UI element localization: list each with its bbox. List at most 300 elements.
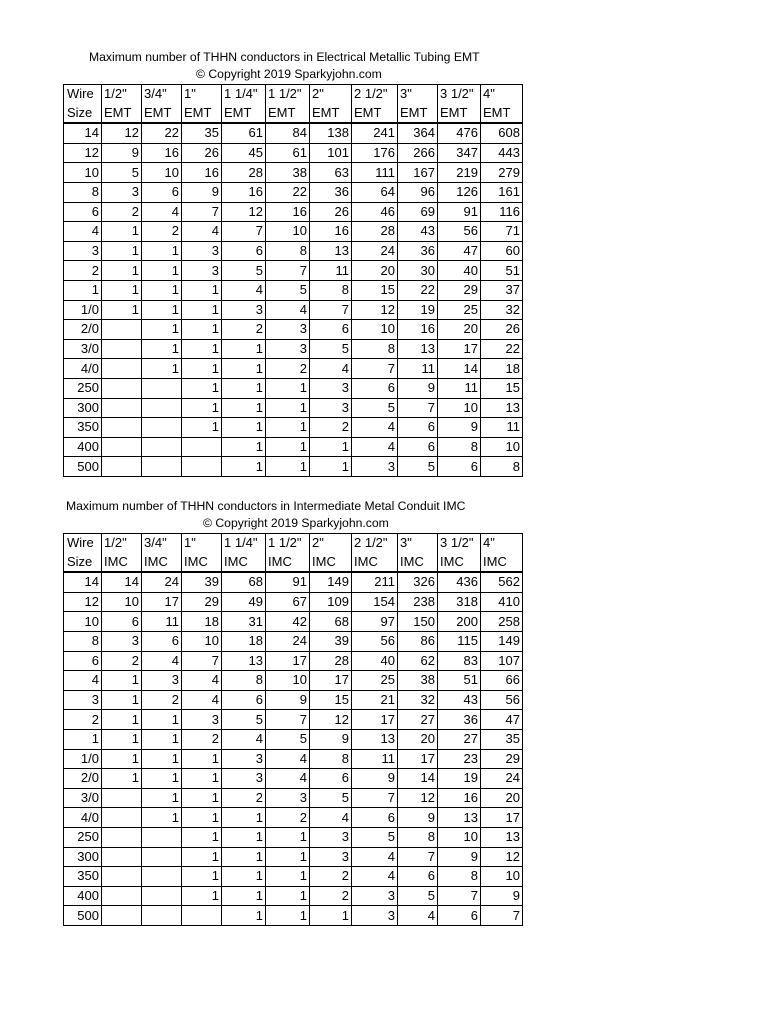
conduit-type-header-cell: EMT [102,104,142,124]
conductor-count-cell: 1 [222,867,266,887]
table-row [64,671,523,691]
imc-header-row-type [64,553,523,573]
conductor-count-cell: 115 [438,631,481,651]
conductor-count-cell: 8 [481,457,523,477]
imc-table-title: Maximum number of THHN conductors in Intermediate Metal Conduit IMC [66,499,466,513]
conductor-count-cell: 13 [398,339,438,359]
conductor-count-cell: 2 [222,320,266,340]
conductor-count-cell: 51 [438,671,481,691]
conductor-count-cell: 22 [266,182,310,202]
conductor-count-cell: 3 [182,261,222,281]
conductor-count-cell: 2 [266,359,310,379]
wire-size-cell: 4 [64,222,102,242]
conductor-count-cell: 111 [352,163,398,183]
conductor-count-cell: 13 [481,827,523,847]
wire-size-cell: 2/0 [64,320,102,340]
conductor-count-cell: 21 [352,690,398,710]
conductor-count-cell: 10 [438,398,481,418]
table-row [64,398,523,418]
conductor-count-cell: 47 [438,241,481,261]
conductor-count-cell: 19 [438,769,481,789]
conductor-count-cell: 6 [310,769,352,789]
conductor-count-cell: 9 [266,690,310,710]
conductor-count-cell: 8 [438,437,481,457]
conduit-type-header-cell: IMC [182,553,222,573]
conductor-count-cell: 1 [182,769,222,789]
size-header-cell: Size [64,553,102,573]
conductor-count-cell: 68 [310,612,352,632]
conductor-count-cell: 7 [352,788,398,808]
conductor-count-cell: 211 [352,572,398,592]
conductor-count-cell: 10 [438,827,481,847]
conductor-count-cell: 47 [481,710,523,730]
wire-size-cell: 3 [64,241,102,261]
conductor-count-cell: 17 [266,651,310,671]
conductor-count-cell: 1 [266,437,310,457]
conductor-count-cell: 16 [398,320,438,340]
conductor-count-cell: 39 [182,572,222,592]
conductor-count-cell: 11 [398,359,438,379]
conductor-count-cell: 3 [266,788,310,808]
wire-size-cell: 1 [64,280,102,300]
conductor-count-cell: 22 [398,280,438,300]
conductor-count-cell: 10 [266,671,310,691]
conductor-count-cell [102,437,142,457]
conduit-size-header-cell: 1 1/2" [266,534,310,553]
conduit-size-header-cell: 4" [481,534,523,553]
conduit-size-header-cell: 2 1/2" [352,85,398,104]
conductor-count-cell: 1 [310,437,352,457]
conductor-count-cell: 1 [142,261,182,281]
conductor-count-cell: 109 [310,592,352,612]
conductor-count-cell: 3 [266,339,310,359]
conductor-count-cell: 9 [398,378,438,398]
conduit-type-header-cell: IMC [352,553,398,573]
conductor-count-cell [102,320,142,340]
table-row [64,359,523,379]
conductor-count-cell [142,906,182,926]
conductor-count-cell: 18 [222,631,266,651]
conductor-count-cell: 36 [398,241,438,261]
conductor-count-cell: 476 [438,123,481,143]
conductor-count-cell: 8 [310,749,352,769]
conductor-count-cell [102,808,142,828]
table-row [64,867,523,887]
conductor-count-cell: 1 [182,808,222,828]
conductor-count-cell: 9 [438,847,481,867]
table-row [64,690,523,710]
conductor-count-cell: 11 [481,418,523,438]
conductor-count-cell [142,886,182,906]
table-row [64,572,523,592]
conductor-count-cell: 7 [352,359,398,379]
conductor-count-cell: 4 [352,418,398,438]
conductor-count-cell: 32 [398,690,438,710]
imc-header-row-size [64,534,523,553]
conductor-count-cell: 66 [481,671,523,691]
conductor-count-cell: 13 [352,729,398,749]
conductor-count-cell: 1 [182,788,222,808]
table-row [64,280,523,300]
conductor-count-cell: 4 [266,300,310,320]
conductor-count-cell: 7 [266,710,310,730]
conduit-type-header-cell: IMC [438,553,481,573]
conductor-count-cell: 15 [310,690,352,710]
conductor-count-cell: 67 [266,592,310,612]
conductor-count-cell: 6 [352,378,398,398]
conductor-count-cell: 1 [182,418,222,438]
conductor-count-cell: 17 [438,339,481,359]
conductor-count-cell: 1 [182,398,222,418]
conductor-count-cell: 15 [352,280,398,300]
conductor-count-cell: 25 [352,671,398,691]
conductor-count-cell: 25 [438,300,481,320]
conductor-count-cell: 1 [222,457,266,477]
conductor-count-cell: 1 [182,749,222,769]
conductor-count-cell: 4 [398,906,438,926]
conductor-count-cell: 2 [102,202,142,222]
table-row [64,163,523,183]
emt-table-section [63,48,523,477]
table-row [64,241,523,261]
conductor-count-cell: 4 [142,202,182,222]
conductor-count-cell: 84 [266,123,310,143]
conductor-count-cell: 12 [102,123,142,143]
conductor-count-cell: 1 [182,378,222,398]
conductor-count-cell [102,457,142,477]
conductor-count-cell: 3 [266,320,310,340]
emt-copyright-line: © Copyright 2019 Sparkyjohn.com [196,67,382,81]
table-row [64,710,523,730]
conductor-count-cell: 126 [438,182,481,202]
conduit-type-header-cell: EMT [142,104,182,124]
conductor-count-cell: 9 [481,886,523,906]
conductor-count-cell: 45 [222,143,266,163]
conductor-count-cell: 2 [310,867,352,887]
conductor-count-cell: 3 [182,241,222,261]
conductor-count-cell: 1 [222,847,266,867]
conductor-count-cell: 5 [102,163,142,183]
conductor-count-cell: 2 [142,690,182,710]
conductor-count-cell: 9 [398,808,438,828]
conductor-count-cell: 1 [102,671,142,691]
conductor-count-cell: 1 [222,359,266,379]
conductor-count-cell: 43 [438,690,481,710]
conduit-size-header-cell: 1" [182,534,222,553]
conductor-count-cell: 16 [310,222,352,242]
conduit-type-header-cell: EMT [310,104,352,124]
conduit-size-header-cell: 3 1/2" [438,534,481,553]
conductor-count-cell: 7 [222,222,266,242]
conductor-count-cell: 42 [266,612,310,632]
conductor-count-cell: 3 [102,631,142,651]
conductor-count-cell: 1 [142,710,182,730]
table-row [64,457,523,477]
conduit-size-header-cell: 1 1/4" [222,534,266,553]
conductor-count-cell: 149 [310,572,352,592]
conductor-count-cell: 8 [352,339,398,359]
conductor-count-cell [102,339,142,359]
emt-header-row-size [64,85,523,104]
conduit-size-header-cell: 2" [310,534,352,553]
conductor-count-cell: 1 [222,398,266,418]
table-row [64,143,523,163]
conductor-count-cell: 1 [142,339,182,359]
conductor-count-cell: 13 [222,651,266,671]
conductor-count-cell: 7 [182,651,222,671]
conductor-count-cell: 1 [142,300,182,320]
conductor-count-cell: 83 [438,651,481,671]
imc-table-section [63,497,523,926]
conductor-count-cell: 1 [222,906,266,926]
conductor-count-cell: 1 [142,729,182,749]
conduit-size-header-cell: 4" [481,85,523,104]
wire-size-cell: 300 [64,398,102,418]
conductor-count-cell: 56 [481,690,523,710]
conductor-count-cell: 26 [310,202,352,222]
conductor-count-cell: 8 [222,671,266,691]
conductor-count-cell: 28 [222,163,266,183]
conductor-count-cell: 6 [142,182,182,202]
wire-size-cell: 8 [64,182,102,202]
conductor-count-cell: 18 [182,612,222,632]
conductor-count-cell: 12 [352,300,398,320]
conductor-count-cell: 13 [310,241,352,261]
conductor-count-cell: 62 [398,651,438,671]
conductor-count-cell: 279 [481,163,523,183]
conductor-count-cell: 11 [352,749,398,769]
conduit-size-header-cell: 2" [310,85,352,104]
conductor-count-cell: 5 [398,457,438,477]
conductor-count-cell: 13 [438,808,481,828]
conduit-size-header-cell: 3" [398,85,438,104]
wire-size-cell: 14 [64,572,102,592]
conductor-count-cell [102,378,142,398]
conductor-count-cell: 56 [438,222,481,242]
conductor-count-cell: 3 [222,749,266,769]
conductor-count-cell: 10 [481,867,523,887]
wire-size-cell: 1 [64,729,102,749]
conductor-count-cell: 200 [438,612,481,632]
conductor-count-cell: 35 [481,729,523,749]
wire-size-cell: 3/0 [64,788,102,808]
conductor-count-cell: 10 [352,320,398,340]
conductor-count-cell: 12 [222,202,266,222]
conductor-count-cell: 10 [142,163,182,183]
conductor-count-cell [142,867,182,887]
table-row [64,300,523,320]
conductor-count-cell: 51 [481,261,523,281]
conductor-count-cell: 1 [102,280,142,300]
conductor-count-cell: 1 [266,457,310,477]
conductor-count-cell: 35 [182,123,222,143]
conductor-count-cell: 1 [102,300,142,320]
conductor-count-cell: 2 [102,651,142,671]
conductor-count-cell: 1 [142,769,182,789]
wire-size-cell: 3/0 [64,339,102,359]
conductor-count-cell [102,788,142,808]
table-row [64,182,523,202]
conductor-count-cell: 4 [222,729,266,749]
conductor-count-cell: 29 [438,280,481,300]
conductor-count-cell: 562 [481,572,523,592]
conductor-count-cell: 3 [182,710,222,730]
conductor-count-cell: 20 [481,788,523,808]
size-header-cell: Size [64,104,102,124]
conductor-count-cell: 60 [481,241,523,261]
conductor-count-cell: 11 [310,261,352,281]
conductor-count-cell: 17 [398,749,438,769]
conductor-count-cell: 1 [182,867,222,887]
conductor-count-cell: 1 [142,749,182,769]
table-row [64,631,523,651]
conductor-count-cell: 91 [266,572,310,592]
conduit-type-header-cell: EMT [352,104,398,124]
conductor-count-cell: 71 [481,222,523,242]
conductor-count-cell: 24 [481,769,523,789]
conductor-count-cell: 29 [182,592,222,612]
conduit-type-header-cell: EMT [182,104,222,124]
table-row [64,261,523,281]
conductor-count-cell: 347 [438,143,481,163]
conductor-count-cell: 64 [352,182,398,202]
conduit-type-header-cell: EMT [438,104,481,124]
conductor-count-cell: 9 [102,143,142,163]
conductor-count-cell: 238 [398,592,438,612]
conductor-count-cell: 6 [222,241,266,261]
conductor-count-cell: 13 [481,398,523,418]
conductor-count-cell: 1 [222,418,266,438]
conductor-count-cell: 11 [438,378,481,398]
conductor-count-cell [142,847,182,867]
conductor-count-cell: 5 [310,788,352,808]
conductor-count-cell: 1 [102,749,142,769]
conductor-count-cell: 38 [266,163,310,183]
conductor-count-cell: 1 [182,359,222,379]
conduit-type-header-cell: IMC [310,553,352,573]
wire-size-cell: 4 [64,671,102,691]
conduit-size-header-cell: 1" [182,85,222,104]
table-row [64,729,523,749]
conduit-type-header-cell: EMT [266,104,310,124]
conductor-count-cell: 7 [398,847,438,867]
conductor-count-cell: 12 [310,710,352,730]
table-row [64,222,523,242]
conductor-count-cell: 7 [438,886,481,906]
conductor-count-cell: 1 [310,457,352,477]
wire-size-cell: 350 [64,867,102,887]
conductor-count-cell: 4 [266,769,310,789]
conductor-count-cell: 1 [310,906,352,926]
conductor-count-cell: 1 [182,886,222,906]
conductor-count-cell: 28 [310,651,352,671]
conductor-count-cell: 5 [222,261,266,281]
conductor-count-cell: 1 [102,710,142,730]
conduit-size-header-cell: 1 1/4" [222,85,266,104]
conductor-count-cell: 4 [352,867,398,887]
conduit-size-header-cell: 1 1/2" [266,85,310,104]
conductor-count-cell: 6 [398,418,438,438]
conductor-count-cell: 4 [310,359,352,379]
conductor-count-cell: 9 [438,418,481,438]
conductor-count-cell [102,418,142,438]
wire-size-cell: 6 [64,651,102,671]
conductor-count-cell: 26 [182,143,222,163]
conductor-count-cell: 6 [310,320,352,340]
conductor-count-cell: 1 [182,280,222,300]
wire-size-cell: 400 [64,437,102,457]
conductor-count-cell: 16 [266,202,310,222]
conductor-count-cell: 18 [481,359,523,379]
conductor-count-cell: 7 [310,300,352,320]
table-row [64,202,523,222]
conductor-count-cell: 38 [398,671,438,691]
conductor-count-cell: 3 [142,671,182,691]
emt-table-title: Maximum number of THHN conductors in Electrical Metallic Tubing EMT [89,50,480,64]
conduit-size-header-cell: 1/2" [102,534,142,553]
conductor-count-cell: 364 [398,123,438,143]
conductor-count-cell: 241 [352,123,398,143]
conductor-count-cell: 49 [222,592,266,612]
conductor-count-cell: 2 [310,418,352,438]
conductor-count-cell: 1 [266,378,310,398]
conductor-count-cell: 6 [398,437,438,457]
conduit-type-header-cell: EMT [481,104,523,124]
conductor-count-cell: 4 [352,437,398,457]
conductor-count-cell: 1 [142,359,182,379]
conductor-count-cell: 3 [310,827,352,847]
conductor-count-cell: 1 [222,339,266,359]
conductor-count-cell: 36 [438,710,481,730]
conduit-type-header-cell: IMC [266,553,310,573]
wire-size-cell: 2 [64,710,102,730]
conduit-type-header-cell: EMT [398,104,438,124]
conductor-count-cell: 22 [481,339,523,359]
conductor-count-cell: 10 [102,592,142,612]
conductor-count-cell: 2 [310,886,352,906]
imc-conductor-table [63,533,523,926]
conductor-count-cell: 3 [352,457,398,477]
conductor-count-cell: 4 [222,280,266,300]
conductor-count-cell: 266 [398,143,438,163]
conductor-count-cell: 1 [142,808,182,828]
conductor-count-cell: 608 [481,123,523,143]
conductor-count-cell: 26 [481,320,523,340]
conductor-count-cell: 97 [352,612,398,632]
conductor-count-cell: 69 [398,202,438,222]
conductor-count-cell: 28 [352,222,398,242]
conductor-count-cell: 17 [352,710,398,730]
conductor-count-cell: 11 [142,612,182,632]
conductor-count-cell: 5 [222,710,266,730]
wire-header-cell: Wire [64,534,102,553]
table-row [64,827,523,847]
conductor-count-cell: 3 [352,906,398,926]
conductor-count-cell: 10 [481,437,523,457]
conductor-count-cell: 6 [142,631,182,651]
conduit-type-header-cell: EMT [222,104,266,124]
conduit-type-header-cell: IMC [222,553,266,573]
table-row [64,418,523,438]
conductor-count-cell: 5 [352,827,398,847]
conductor-count-cell: 17 [310,671,352,691]
conductor-count-cell: 1 [266,847,310,867]
conductor-count-cell: 1 [102,690,142,710]
conductor-count-cell [142,378,182,398]
conductor-count-cell: 219 [438,163,481,183]
conductor-count-cell: 4 [310,808,352,828]
conduit-type-header-cell: IMC [398,553,438,573]
